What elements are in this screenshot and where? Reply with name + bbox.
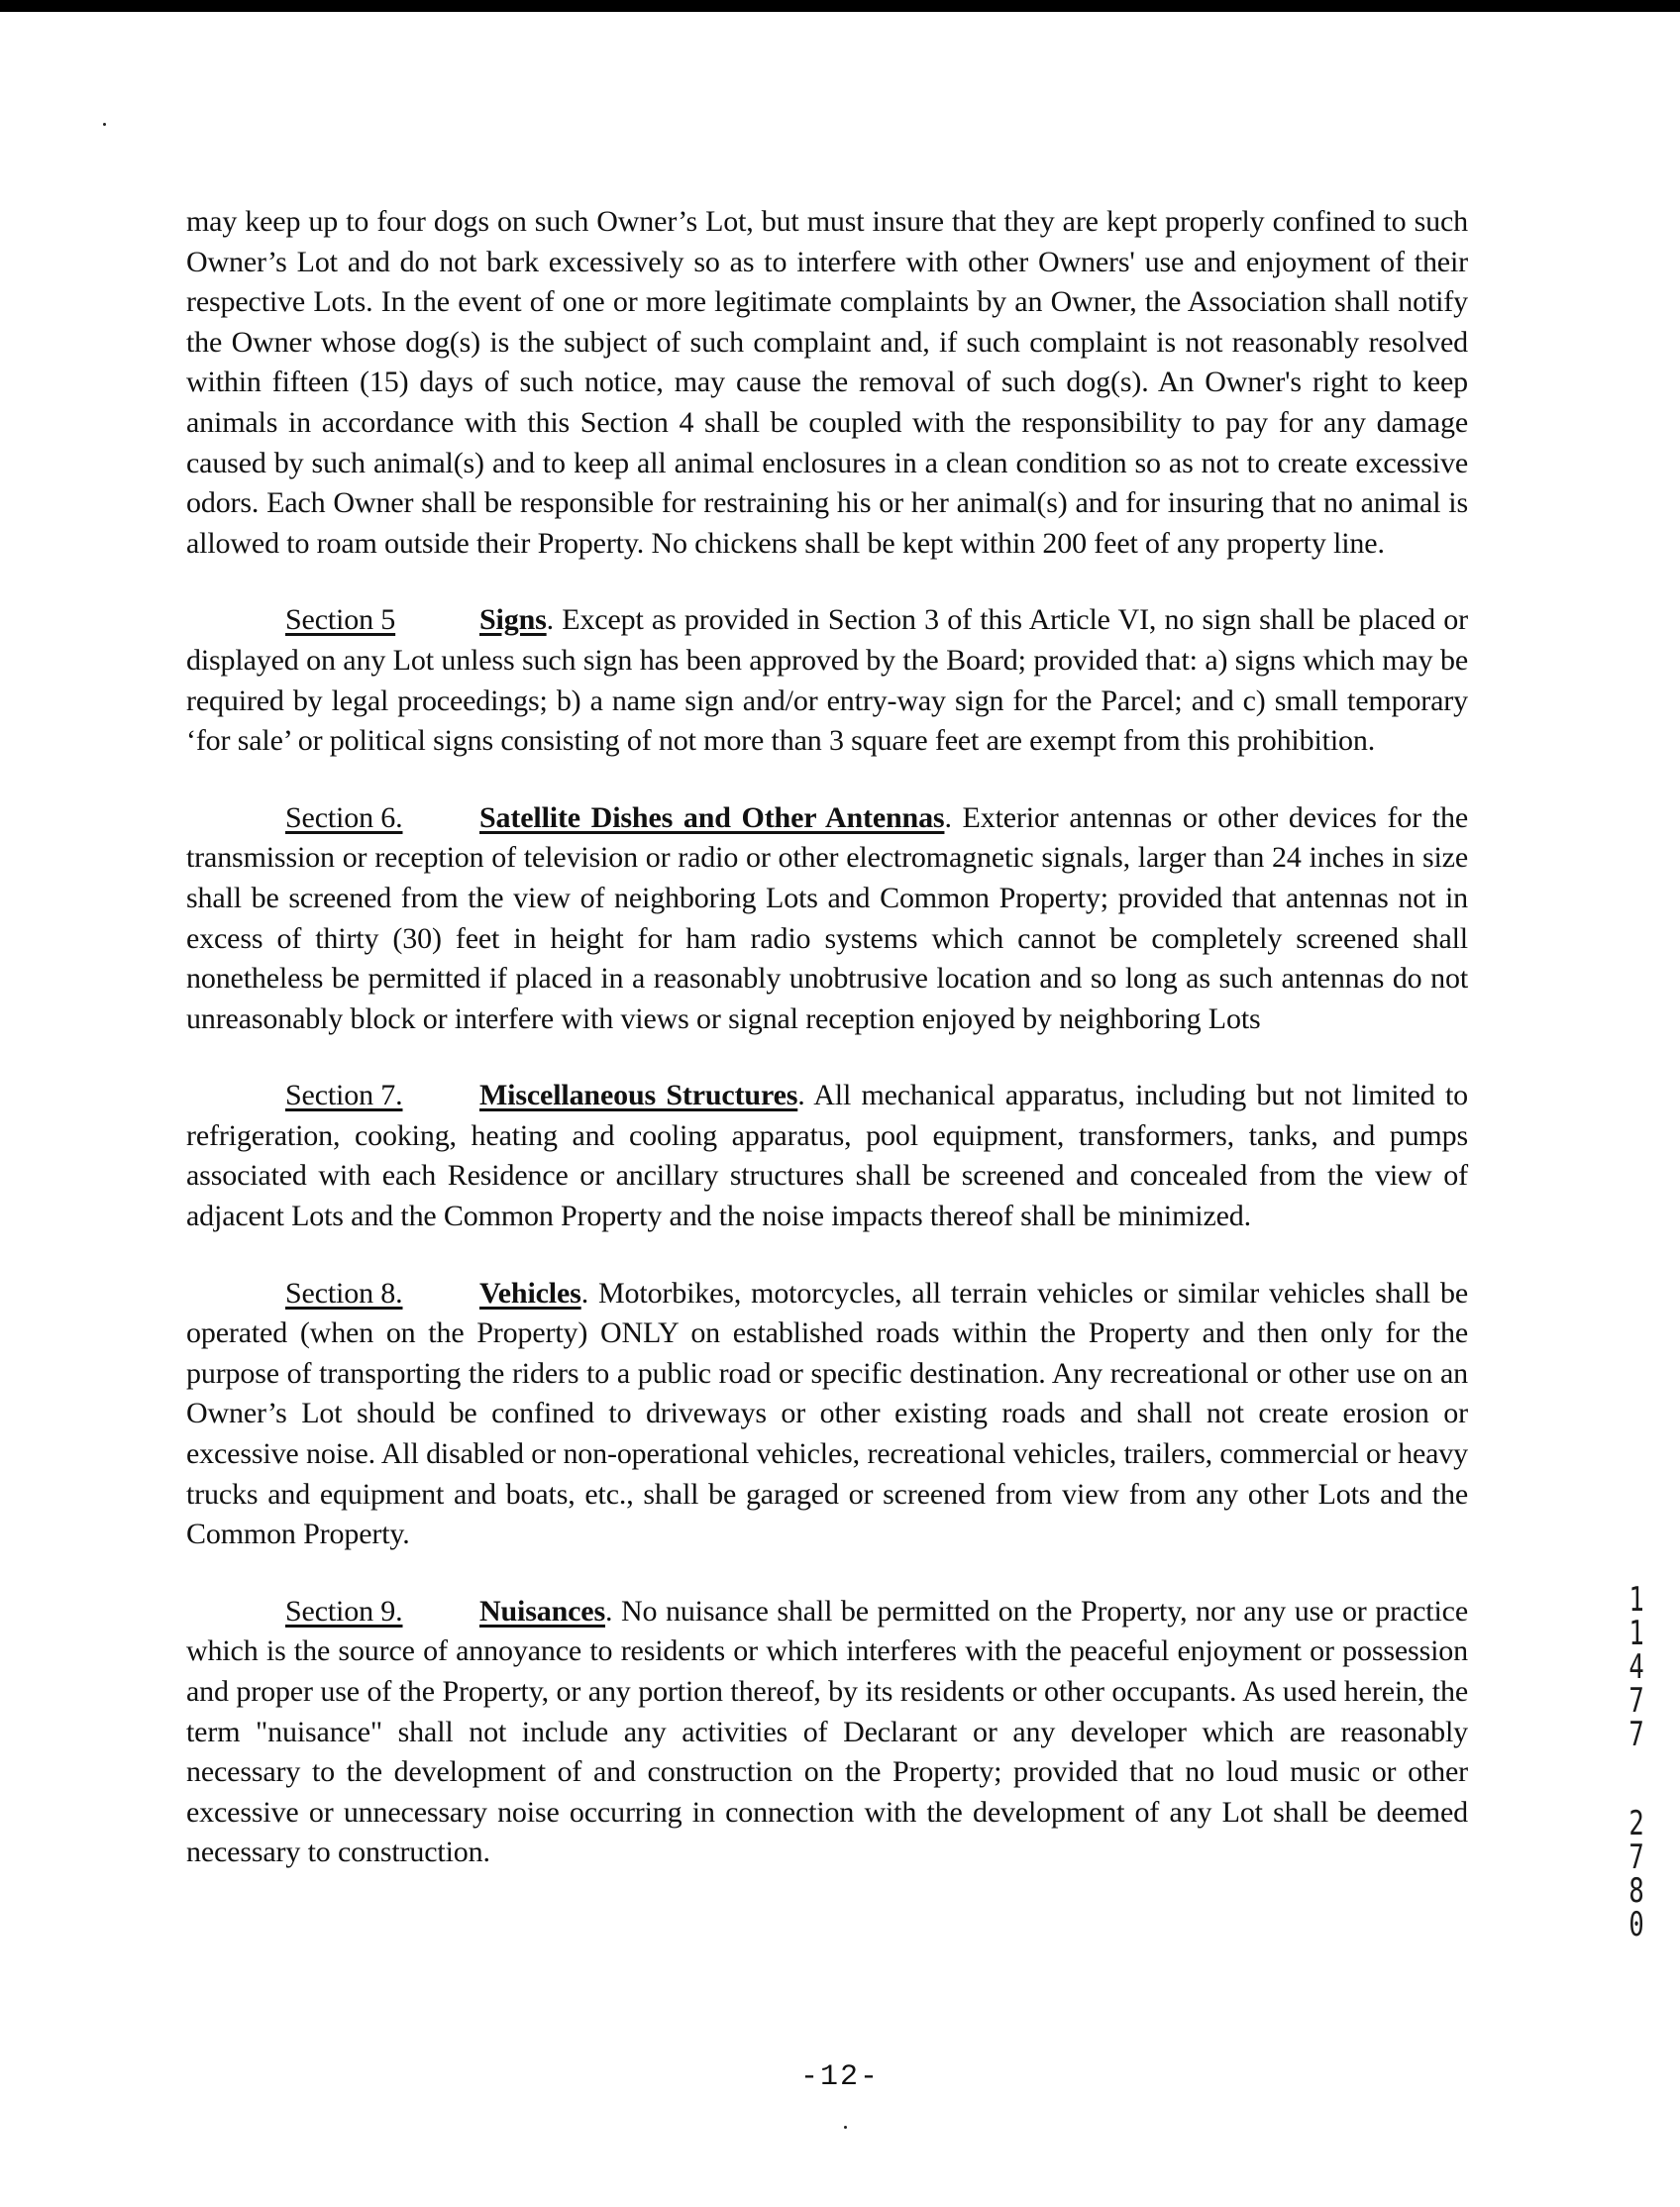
section-9-title: Nuisances bbox=[479, 1594, 605, 1628]
section-6-paragraph bbox=[186, 798, 1468, 1040]
section-5-title-end: . bbox=[546, 603, 554, 637]
stamp-digit: 2 bbox=[1628, 1804, 1644, 1843]
scan-top-border bbox=[0, 0, 1680, 12]
stamp-digit: 1 bbox=[1628, 1614, 1644, 1653]
section-5-body: Except as provided in Section 3 of this Article VI, no sign shall be placed or displayed on any Lot unless such sign has been approved by the Board; provided that: a) signs which may be required by legal proceedings; b) a name sign and/or entry-way sign for the Parcel; and c) small temporary ‘for sale’ or political signs consisting of not more than 3 square feet are exempt from this prohibition. bbox=[186, 603, 1468, 758]
recording-stamp-bottom bbox=[1617, 1804, 1656, 1944]
section-7-title: Miscellaneous Structures bbox=[479, 1079, 798, 1112]
section-8-body: Motorbikes, motorcycles, all terrain vehicles or similar vehicles shall be operated (when on the Property) ONLY on established roads within the Property and then only for the purpose of transporting the riders to a public road or specific destination. Any recreational or other use on an Owner’s Lot should be confined to driveways or other existing roads and shall not create erosion or excessive noise. All disabled or non-operational vehicles, recreational vehicles, trailers, commercial or heavy trucks and equipment and boats, etc., shall be garaged or screened from view from any other Lots and the Common Property. bbox=[186, 1276, 1468, 1551]
section-9-paragraph bbox=[186, 1592, 1468, 1873]
stamp-digit: 0 bbox=[1628, 1905, 1644, 1944]
section-7-label: Section 7. bbox=[285, 1079, 403, 1112]
section-7-paragraph bbox=[186, 1076, 1468, 1236]
continuation-paragraph bbox=[186, 202, 1468, 564]
section-9-title-end: . bbox=[605, 1594, 613, 1628]
section-5-paragraph bbox=[186, 600, 1468, 761]
section-9-body: No nuisance shall be permitted on the Property, nor any use or practice which is the source of annoyance to residents or which interferes with the peaceful enjoyment or possession and proper use of the Property, or any portion thereof, by its residents or other occupants. As used herein, the term "nuisance" shall not include any activities of Declarant or any developer which are reasonably necessary to the development of and construction on the Property; provided that no loud music or other excessive or unnecessary noise occurring in connection with the development of any Lot shall be deemed necessary to construction. bbox=[186, 1594, 1468, 1869]
stamp-digit: 4 bbox=[1628, 1647, 1644, 1687]
section-8-title: Vehicles bbox=[479, 1276, 581, 1310]
section-6-label: Section 6. bbox=[285, 800, 403, 834]
stamp-digit: 1 bbox=[1628, 1580, 1644, 1620]
section-6-title-end: . bbox=[944, 800, 952, 834]
section-5-title: Signs bbox=[479, 603, 547, 637]
stamp-digit: 7 bbox=[1628, 1715, 1644, 1754]
section-5-label: Section 5 bbox=[285, 603, 396, 637]
document-body bbox=[186, 202, 1468, 1873]
stamp-digit: 7 bbox=[1628, 1681, 1644, 1721]
continuation-text: may keep up to four dogs on such Owner’s Lot, but must insure that they are kept properly confined to such Owner’s Lot and do not bark excessively so as to interfere with other Owners' use and enjoyment of their respective Lots. In the event of one or more legitimate complaints by an Owner, the Association shall notify the Owner whose dog(s) is the subject of such complaint and, if such complaint is not reasonably resolved within fifteen (15) days of such notice, may cause the removal of such dog(s). An Owner's right to keep animals in accordance with this Section 4 shall be coupled with the responsibility to pay for any damage caused by such animal(s) and to keep all animal enclosures in a clean condition so as not to create excessive odors. Each Owner shall be responsible for restraining his or her animal(s) and for insuring that no animal is allowed to roam outside their Property. No chickens shall be kept within 200 feet of any property line. bbox=[186, 205, 1468, 560]
section-6-body: Exterior antennas or other devices for the transmission or reception of television or radio or other electromagnetic signals, larger than 24 inches in size shall be screened from the view of neighboring Lots and Common Property; provided that antennas not in excess of thirty (30) feet in height for ham radio systems which cannot be completely screened shall nonetheless be permitted if placed in a reasonably unobtrusive location and so long as such antennas do not unreasonably block or interfere with views or signal reception enjoyed by neighboring Lots bbox=[186, 800, 1469, 1035]
section-8-title-end: . bbox=[580, 1276, 589, 1310]
section-8-label: Section 8. bbox=[285, 1276, 403, 1310]
section-9-label: Section 9. bbox=[285, 1594, 403, 1628]
section-6-title: Satellite Dishes and Other Antennas bbox=[479, 800, 945, 834]
section-8-paragraph bbox=[186, 1274, 1468, 1555]
scan-speck bbox=[103, 123, 106, 126]
stamp-digit: 8 bbox=[1628, 1871, 1644, 1911]
recording-stamp-top bbox=[1617, 1580, 1656, 1754]
section-7-body: All mechanical apparatus, including but not limited to refrigeration, cooking, heating and cooling apparatus, pool equipment, transformers, tanks, and pumps associated with each Residence or ancillary structures shall be screened and concealed from the view of adjacent Lots and the Common Property and the noise impacts thereof shall be minimized. bbox=[186, 1079, 1468, 1233]
section-7-title-end: . bbox=[797, 1079, 805, 1112]
scan-speck bbox=[844, 2126, 847, 2129]
stamp-digit: 7 bbox=[1628, 1838, 1644, 1877]
page-number: -12- bbox=[799, 2060, 880, 2094]
